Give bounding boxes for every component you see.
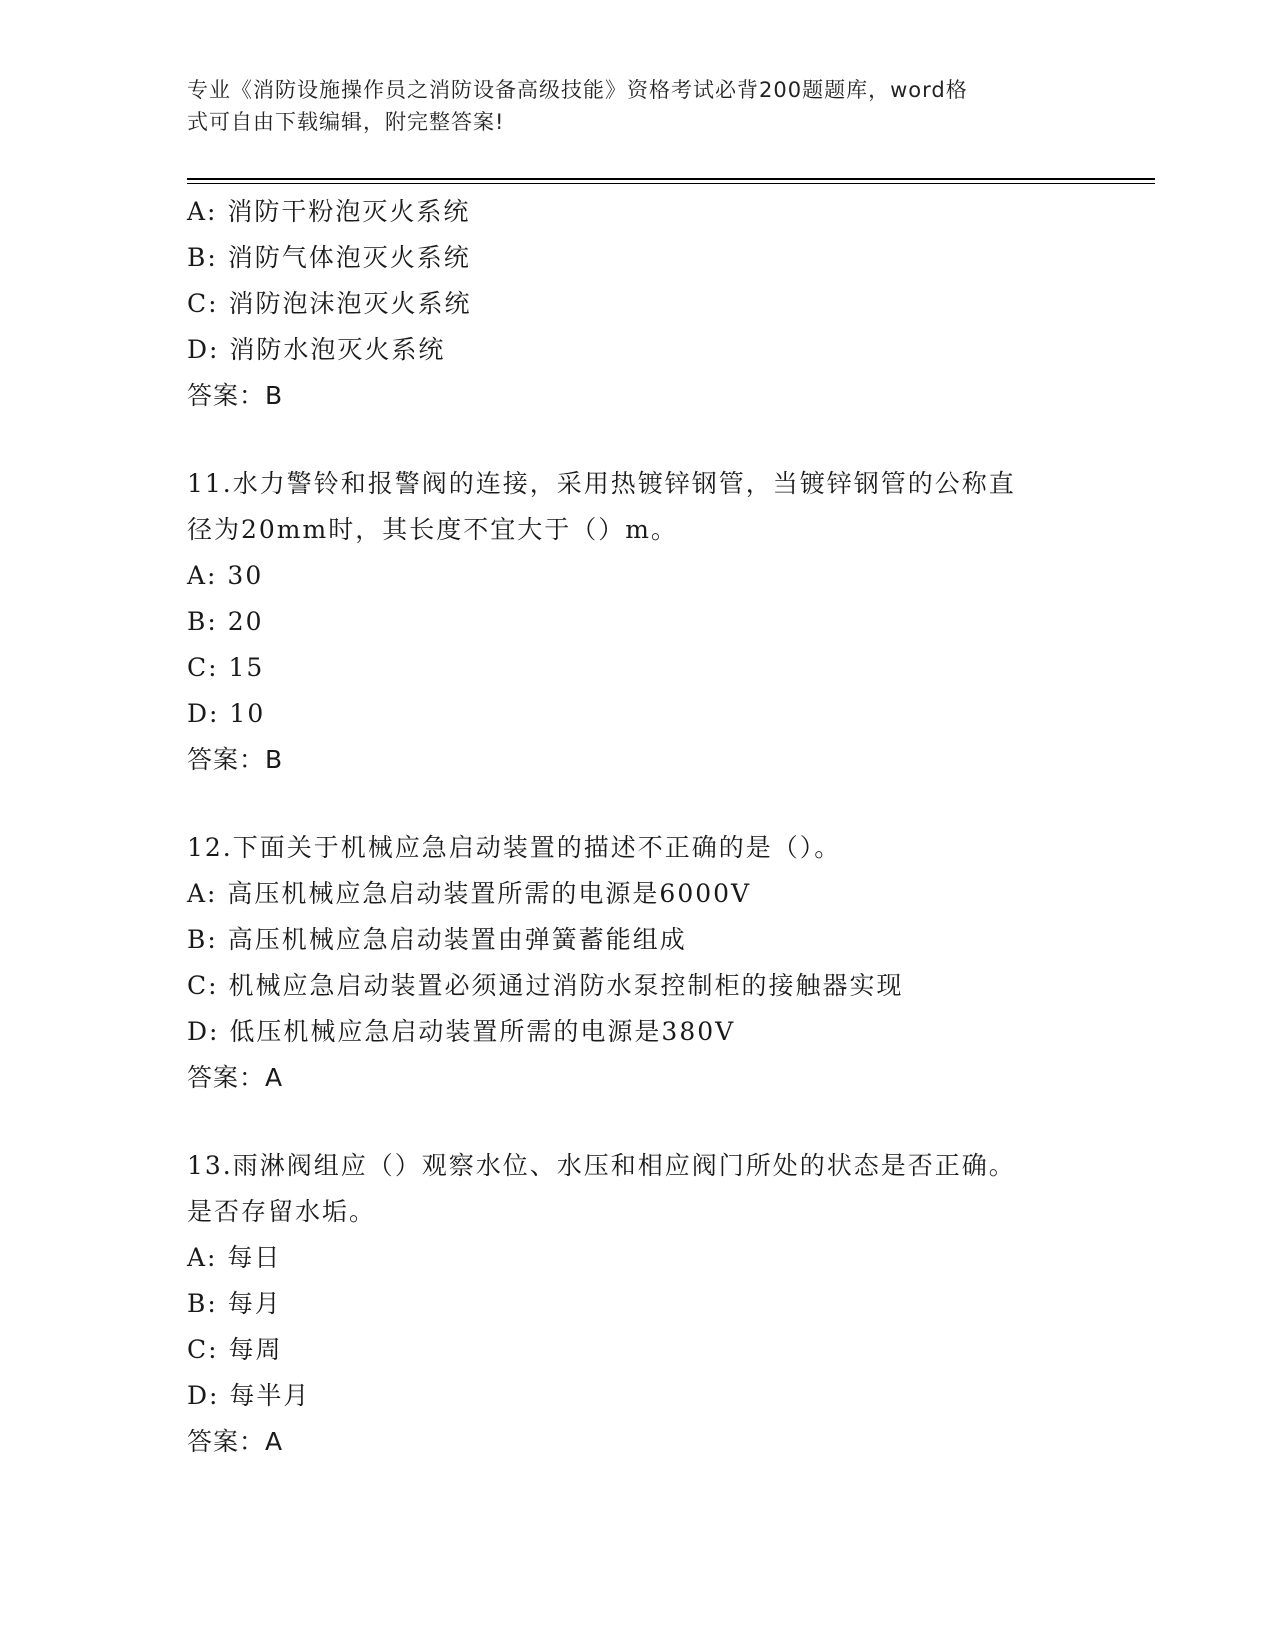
- answer-line: 答案：A: [187, 1427, 284, 1456]
- spacer: [187, 419, 1107, 461]
- question-list: [187, 189, 1107, 1465]
- option-b: B: 高压机械应急启动装置由弹簧蓄能组成: [187, 925, 687, 954]
- option-b: B: 每月: [187, 1289, 282, 1318]
- option-d: D: 消防水泡灭火系统: [187, 335, 446, 364]
- option-a: A: 30: [187, 561, 264, 590]
- option-b: B: 消防气体泡灭火系统: [187, 243, 471, 272]
- option-a: A: 高压机械应急启动装置所需的电源是6000V: [187, 879, 752, 908]
- question-10: [187, 189, 1107, 419]
- question-text-line-2: 径为20mm时，其长度不宜大于（）m。: [187, 515, 678, 544]
- question-11: [187, 461, 1107, 783]
- option-c: C: 15: [187, 653, 265, 682]
- option-a: A: 消防干粉泡灭火系统: [187, 197, 471, 226]
- option-c: C: 消防泡沫泡灭火系统: [187, 289, 472, 318]
- question-text-line-2: 是否存留水垢。: [187, 1197, 377, 1226]
- answer-line: 答案：B: [187, 745, 284, 774]
- question-text-line-1: 11.水力警铃和报警阀的连接，采用热镀锌钢管，当镀锌钢管的公称直: [187, 469, 1016, 498]
- option-d: D: 10: [187, 699, 266, 728]
- question-text-line-1: 12.下面关于机械应急启动装置的描述不正确的是（）。: [187, 833, 842, 862]
- header-line-2: 式可自由下载编辑，附完整答案!: [187, 110, 505, 134]
- option-c: C: 机械应急启动装置必须通过消防水泵控制柜的接触器实现: [187, 971, 904, 1000]
- answer-line: 答案：A: [187, 1063, 284, 1092]
- spacer: [187, 1101, 1107, 1143]
- header-line-1: 专业《消防设施操作员之消防设备高级技能》资格考试必背200题题库，word格: [187, 78, 968, 102]
- header-divider-thin: [187, 183, 1155, 184]
- answer-line: 答案：B: [187, 381, 284, 410]
- option-d: D: 每半月: [187, 1381, 311, 1410]
- header-divider-thick: [187, 178, 1155, 180]
- option-b: B: 20: [187, 607, 264, 636]
- spacer: [187, 783, 1107, 825]
- document-header: [187, 74, 1067, 138]
- question-13: [187, 1143, 1107, 1465]
- question-text-line-1: 13.雨淋阀组应（）观察水位、水压和相应阀门所处的状态是否正确。: [187, 1151, 1016, 1180]
- option-c: C: 每周: [187, 1335, 283, 1364]
- question-12: [187, 825, 1107, 1101]
- option-d: D: 低压机械应急启动装置所需的电源是380V: [187, 1017, 736, 1046]
- option-a: A: 每日: [187, 1243, 282, 1272]
